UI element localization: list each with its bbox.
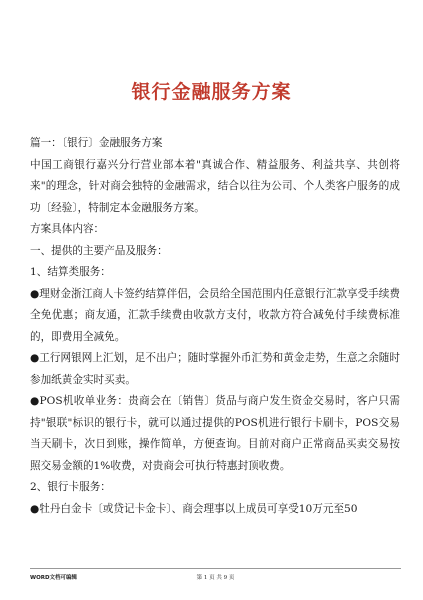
document-title: 银行金融服务方案 (131, 81, 292, 103)
footer-divider (30, 568, 401, 569)
footer-label: WORD文档可编辑 (30, 575, 78, 581)
paragraph: 篇一：〔银行〕金融服务方案 (30, 137, 163, 149)
paragraph: ●工行网银网上汇划，足不出户；随时掌握外币汇势和黄金走势，生意之余随时参加纸黄金实时买卖。 (30, 352, 400, 386)
paragraph: ●牡丹白金卡〔或贷记卡金卡〕、商会理事以上成员可享受10万元至50 (30, 502, 358, 515)
page-footer (30, 573, 401, 587)
paragraph: 2、银行卡服务： (30, 481, 111, 493)
document-body (30, 133, 400, 520)
paragraph: 方案具体内容： (30, 223, 105, 235)
paragraph: 1、结算类服务： (30, 266, 111, 278)
paragraph: ●理财金浙江商人卡签约结算伴侣，会员给全国范围内任意银行汇款享受手续费全免优惠；商友通，汇款手续费由收款方支付，收款方符合减免付手续费标准的，即费用全减免。 (30, 287, 400, 343)
paragraph: 中国工商银行嘉兴分行营业部本着"真诚合作、精益服务、利益共享、共创将来"的理念，针对商会独特的金融需求，结合以往为公司、个人类客户服务的成功〔经验〕，特制定本金融服务方案。 (30, 158, 400, 214)
paragraph: 一、提供的主要产品及服务： (30, 244, 168, 257)
paragraph: ●POS机收单业务：贵商会在〔销售〕货品与商户发生资金交易时，客户只需持"银联"标识的银行卡，就可以通过提供的POS机进行银行卡刷卡，POS交易当天刷卡，次日到账，操作简单，方便查询。目前对商户正常商品买卖交易按照交易金额的1%收费，对贵商会可执行特惠封顶收费。 (30, 395, 400, 472)
page-number: 第 1 页 共 9 页 (196, 575, 235, 581)
